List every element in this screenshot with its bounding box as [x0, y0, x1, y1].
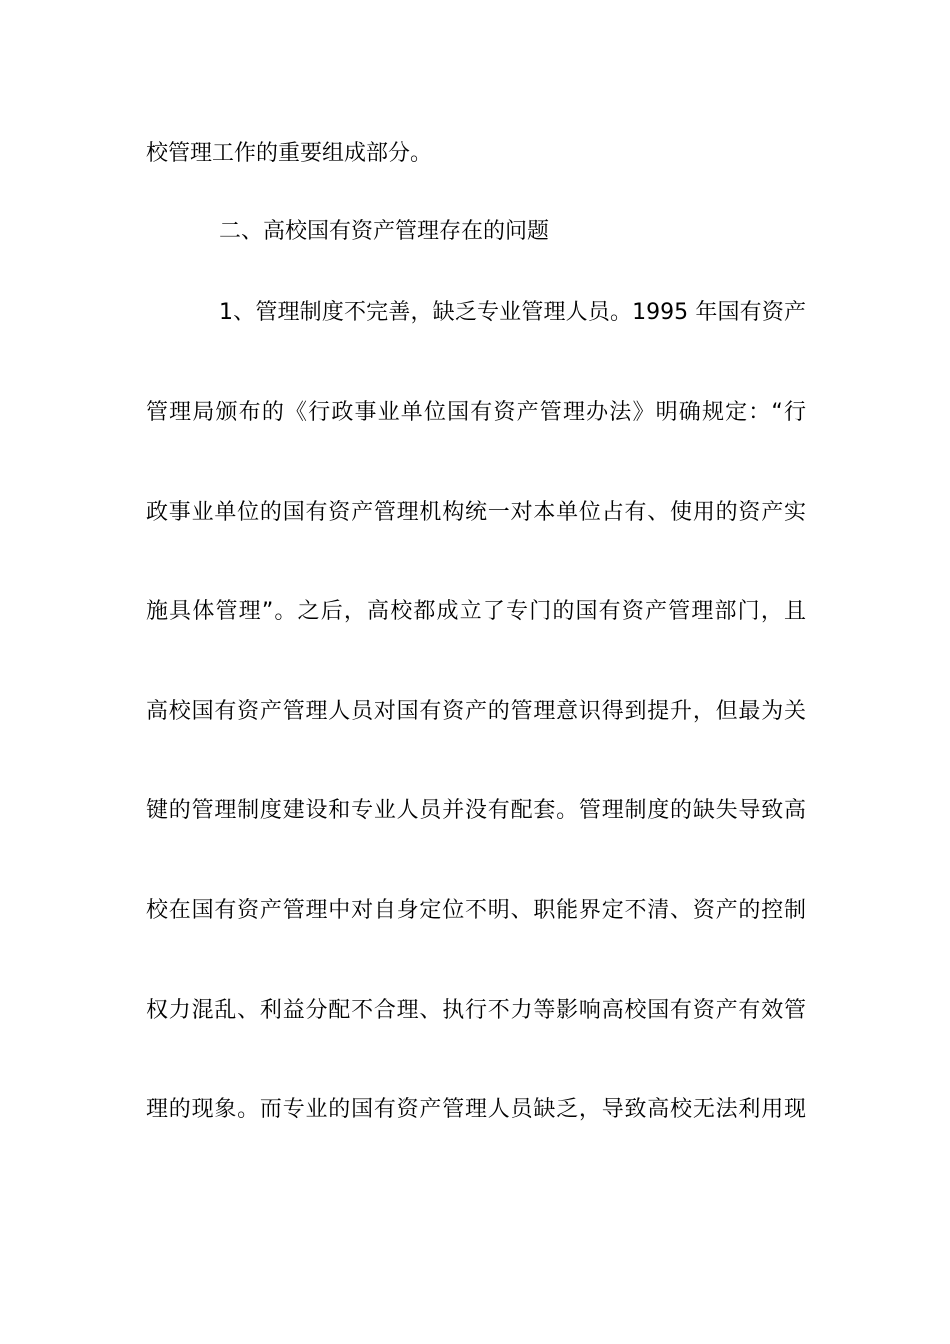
text-line-5: 政事业单位的国有资产管理机构统一对本单位占有、使用的资产实: [146, 500, 806, 525]
text-line-8: 键的管理制度建设和专业人员并没有配套。管理制度的缺失导致高: [146, 798, 806, 823]
text-line-1: 校管理工作的重要组成部分。: [146, 141, 433, 166]
text-line-10: 权力混乱、利益分配不合理、执行不力等影响高校国有资产有效管: [146, 998, 806, 1023]
section-heading: 二、高校国有资产管理存在的问题: [219, 219, 550, 244]
text-line-11: 理的现象。而专业的国有资产管理人员缺乏，导致高校无法利用现: [146, 1097, 806, 1122]
text-line-4: 管理局颁布的《行政事业单位国有资产管理办法》明确规定：“行: [146, 400, 806, 425]
paragraph-first-line: 1、管理制度不完善，缺乏专业管理人员。1995 年国有资产: [219, 300, 806, 325]
text-line-9: 校在国有资产管理中对自身定位不明、职能界定不清、资产的控制: [146, 898, 806, 923]
text-line-6: 施具体管理”。之后，高校都成立了专门的国有资产管理部门，且: [146, 599, 806, 624]
text-line-7: 高校国有资产管理人员对国有资产的管理意识得到提升，但最为关: [146, 699, 806, 724]
